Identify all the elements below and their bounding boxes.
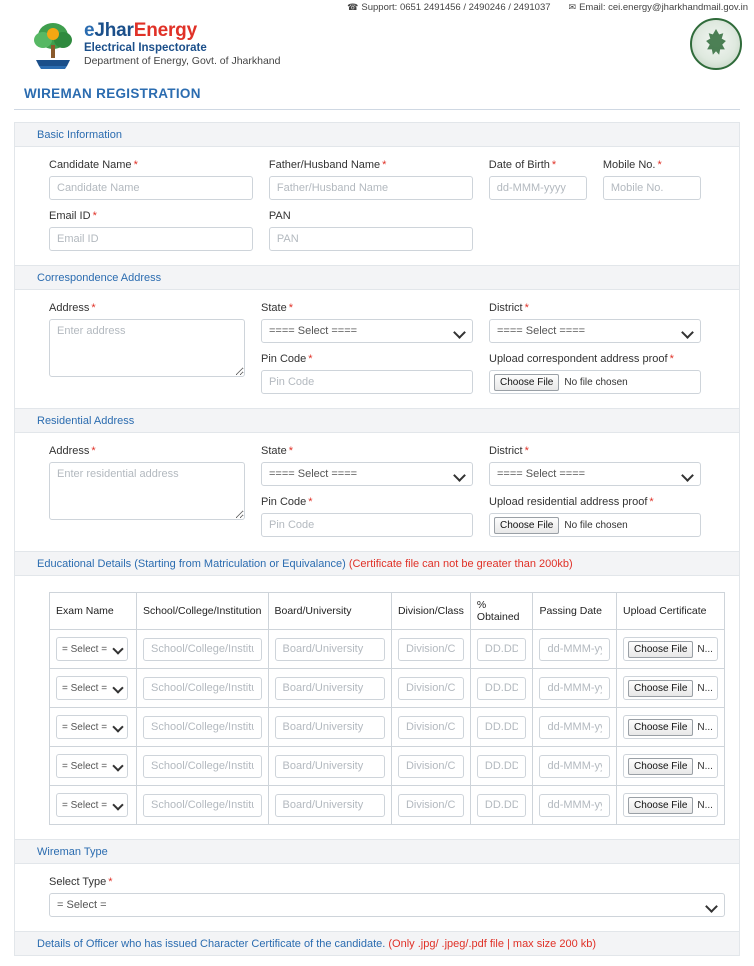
certificate-file-input-4[interactable] <box>623 754 718 778</box>
column-header-percent: % Obtained <box>470 593 533 630</box>
cell-passing-date <box>533 786 617 825</box>
certificate-file-name-3: N... <box>697 721 713 733</box>
required-asterisk: * <box>288 302 293 314</box>
label-res-proof-text: Upload residential address proof <box>489 496 648 508</box>
required-asterisk: * <box>524 302 529 314</box>
support-phone <box>347 2 550 13</box>
school-input-3[interactable] <box>143 716 262 739</box>
wireman-type-select-wrap <box>49 893 725 917</box>
required-asterisk: * <box>91 445 96 457</box>
section-body-basic-information <box>15 147 739 265</box>
field-correspondence-district <box>489 302 717 343</box>
field-father-husband-name <box>269 159 489 200</box>
exam-select-shell-5 <box>56 793 128 817</box>
cell-board <box>268 708 391 747</box>
brand-subtitle-2: Department of Energy, Govt. of Jharkhand <box>84 54 281 67</box>
residential-district-select[interactable] <box>489 462 701 486</box>
education-table <box>49 592 725 825</box>
correspondence-middle-column <box>261 302 489 394</box>
certificate-file-input-5[interactable] <box>623 793 718 817</box>
section-title-basic: Basic Information <box>37 129 122 141</box>
exam-name-select-5[interactable] <box>56 793 128 817</box>
email-id-input[interactable] <box>49 227 253 251</box>
correspondence-state-select-wrap <box>261 319 473 343</box>
wireman-registration-form <box>14 122 740 956</box>
required-asterisk: * <box>288 445 293 457</box>
division-input-5[interactable] <box>398 794 464 817</box>
brand-subtitle-1: Electrical Inspectorate <box>84 41 207 54</box>
mobile-no-input[interactable] <box>603 176 701 200</box>
label-candidate-name <box>49 159 253 171</box>
percent-input-2[interactable] <box>477 677 527 700</box>
column-header-upload-certificate: Upload Certificate <box>617 593 725 630</box>
label-correspondence-district <box>489 302 701 314</box>
certificate-file-name-5: N... <box>697 799 713 811</box>
board-input-2[interactable] <box>275 677 385 700</box>
cell-exam-name <box>50 630 137 669</box>
cell-upload <box>617 747 725 786</box>
required-asterisk: * <box>308 496 313 508</box>
residential-proof-file-name: No file chosen <box>564 519 628 531</box>
passing-date-input-2[interactable] <box>539 677 610 700</box>
field-correspondence-proof <box>489 353 717 394</box>
title-divider <box>14 109 740 110</box>
passing-date-input-1[interactable] <box>539 638 610 661</box>
label-correspondence-proof <box>489 353 701 365</box>
exam-name-select-4[interactable] <box>56 754 128 778</box>
cell-percent <box>470 786 533 825</box>
exam-name-select-wrap-4 <box>56 754 128 778</box>
column-header-division: Division/Class <box>391 593 470 630</box>
page-title: WIREMAN REGISTRATION <box>24 86 201 101</box>
label-date-of-birth <box>489 159 587 171</box>
cell-exam-name <box>50 786 137 825</box>
residential-address-textarea[interactable] <box>49 462 245 520</box>
division-input-4[interactable] <box>398 755 464 778</box>
residential-proof-file-input[interactable] <box>489 513 701 537</box>
certificate-choose-file-button-2[interactable]: Choose File <box>628 680 693 697</box>
correspondence-proof-file-name: No file chosen <box>564 376 628 388</box>
label-father-name-text: Father/Husband Name <box>268 159 381 171</box>
candidate-name-input[interactable] <box>49 176 253 200</box>
field-email-id <box>49 210 269 251</box>
required-asterisk: * <box>669 353 674 365</box>
field-residential-pincode <box>261 496 489 537</box>
label-pan-text: PAN <box>268 210 291 222</box>
required-asterisk: * <box>133 159 138 171</box>
cell-board <box>268 630 391 669</box>
cell-percent <box>470 630 533 669</box>
section-body-correspondence-address <box>15 290 739 408</box>
education-table-head <box>50 593 725 630</box>
label-email-text: Email ID <box>49 210 91 222</box>
cell-school <box>137 786 269 825</box>
cell-division <box>391 669 470 708</box>
school-input-1[interactable] <box>143 638 262 661</box>
section-title-correspondence: Correspondence Address <box>37 272 162 284</box>
pan-input[interactable] <box>269 227 473 251</box>
board-input-1[interactable] <box>275 638 385 661</box>
cell-school <box>137 630 269 669</box>
officer-details-text: Details of Officer who has issued Character Certificate of the candidate. <box>37 938 386 950</box>
label-corr-proof-text: Upload correspondent address proof <box>489 353 668 365</box>
percent-input-3[interactable] <box>477 716 527 739</box>
brand-title <box>84 21 690 41</box>
section-body-educational-details <box>15 576 739 839</box>
label-corr-state-text: State <box>261 302 287 314</box>
certificate-choose-file-button-3[interactable]: Choose File <box>628 719 693 736</box>
correspondence-address-textarea[interactable] <box>49 319 245 377</box>
correspondence-proof-choose-file-button[interactable]: Choose File <box>494 374 559 391</box>
column-header-school: School/College/Institution <box>137 593 269 630</box>
exam-select-shell-1 <box>56 637 128 661</box>
required-asterisk: * <box>91 302 96 314</box>
exam-select-shell-3 <box>56 715 128 739</box>
residential-state-select-wrap <box>261 462 473 486</box>
exam-name-select-wrap-5 <box>56 793 128 817</box>
cell-passing-date <box>533 708 617 747</box>
section-header-correspondence-address <box>15 265 739 290</box>
cell-exam-name <box>50 747 137 786</box>
label-select-type <box>49 876 725 888</box>
label-residential-pincode <box>261 496 473 508</box>
required-asterisk: * <box>108 876 113 888</box>
field-mobile-no <box>603 159 717 200</box>
exam-name-select-1[interactable] <box>56 637 128 661</box>
section-title-residential: Residential Address <box>37 415 135 427</box>
correspondence-row <box>49 302 717 394</box>
label-corr-district-text: District <box>489 302 523 314</box>
section-title-education: Educational Details (Starting from Matriculation or Equivalance) <box>37 558 346 570</box>
certificate-file-name-1: N... <box>697 643 713 655</box>
label-dob-text: Date of Birth <box>488 159 550 171</box>
passing-date-input-3[interactable] <box>539 716 610 739</box>
correspondence-right-column <box>489 302 717 394</box>
envelope-icon: ✉ <box>568 1 577 12</box>
cell-passing-date <box>533 747 617 786</box>
education-header-row <box>50 593 725 630</box>
required-asterisk: * <box>524 445 529 457</box>
column-header-exam-name: Exam Name <box>50 593 137 630</box>
required-asterisk: * <box>657 159 662 171</box>
label-correspondence-state <box>261 302 473 314</box>
site-header <box>0 14 754 76</box>
section-header-wireman-type <box>15 839 739 864</box>
column-header-passing-date: Passing Date <box>533 593 617 630</box>
section-header-residential-address <box>15 408 739 433</box>
percent-input-4[interactable] <box>477 755 527 778</box>
label-res-district-text: District <box>489 445 523 457</box>
cell-passing-date <box>533 630 617 669</box>
exam-name-select-wrap-1 <box>56 637 128 661</box>
label-mobile-no <box>603 159 701 171</box>
label-residential-address <box>49 445 245 457</box>
passing-date-input-4[interactable] <box>539 755 610 778</box>
officer-details-note: (Only .jpg/ .jpeg/.pdf file | max size 200 kb) <box>388 938 597 950</box>
school-input-5[interactable] <box>143 794 262 817</box>
field-residential-proof <box>489 496 717 537</box>
division-input-3[interactable] <box>398 716 464 739</box>
section-title-wireman-type: Wireman Type <box>37 846 108 858</box>
cell-percent <box>470 669 533 708</box>
cell-school <box>137 669 269 708</box>
division-input-1[interactable] <box>398 638 464 661</box>
school-input-4[interactable] <box>143 755 262 778</box>
label-mobile-text: Mobile No. <box>602 159 656 171</box>
exam-name-select-3[interactable] <box>56 715 128 739</box>
residential-right-column <box>489 445 717 537</box>
brand-block <box>84 21 690 67</box>
certificate-file-input-1[interactable] <box>623 637 718 661</box>
father-husband-name-input[interactable] <box>269 176 473 200</box>
label-res-state-text: State <box>261 445 287 457</box>
brand-jhar: Jhar <box>94 20 134 42</box>
board-input-5[interactable] <box>275 794 385 817</box>
exam-name-select-2[interactable] <box>56 676 128 700</box>
required-asterisk: * <box>551 159 557 171</box>
residential-row <box>49 445 717 537</box>
residential-proof-choose-file-button[interactable]: Choose File <box>494 517 559 534</box>
cell-passing-date <box>533 669 617 708</box>
cell-division <box>391 630 470 669</box>
support-phone-text: Support: 0651 2491456 / 2490246 / 2491037 <box>361 1 551 13</box>
label-select-type-text: Select Type <box>49 876 107 888</box>
required-asterisk: * <box>649 496 654 508</box>
jharkhand-state-emblem-icon <box>690 18 742 70</box>
basic-row-1 <box>49 159 717 200</box>
section-header-educational-details <box>15 551 739 576</box>
field-basic-spacer-1 <box>489 210 603 251</box>
page-bottom-spacer <box>0 956 754 966</box>
cell-exam-name <box>50 669 137 708</box>
residential-state-select[interactable] <box>261 462 473 486</box>
field-basic-spacer-2 <box>603 210 717 251</box>
label-residential-district <box>489 445 701 457</box>
residential-middle-column <box>261 445 489 537</box>
certificate-file-input-3[interactable] <box>623 715 718 739</box>
certificate-choose-file-button-1[interactable]: Choose File <box>628 641 693 658</box>
percent-input-1[interactable] <box>477 638 527 661</box>
exam-name-select-wrap-2 <box>56 676 128 700</box>
field-candidate-name <box>49 159 269 200</box>
division-input-2[interactable] <box>398 677 464 700</box>
field-select-type <box>49 876 725 917</box>
label-residential-proof <box>489 496 701 508</box>
residential-district-select-wrap <box>489 462 701 486</box>
education-table-body <box>50 630 725 825</box>
correspondence-district-select-wrap <box>489 319 701 343</box>
required-asterisk: * <box>92 210 97 222</box>
cell-school <box>137 747 269 786</box>
table-row <box>50 708 725 747</box>
exam-name-select-wrap-3 <box>56 715 128 739</box>
residential-pincode-input[interactable] <box>261 513 473 537</box>
cell-board <box>268 786 391 825</box>
table-row <box>50 630 725 669</box>
field-date-of-birth <box>489 159 603 200</box>
field-correspondence-state <box>261 302 489 343</box>
correspondence-state-select[interactable] <box>261 319 473 343</box>
label-res-address-text: Address <box>49 445 90 457</box>
field-residential-district <box>489 445 717 486</box>
section-body-residential-address <box>15 433 739 551</box>
label-candidate-name-text: Candidate Name <box>49 159 132 171</box>
table-row <box>50 669 725 708</box>
tree-logo-icon[interactable] <box>30 18 76 70</box>
cell-upload <box>617 786 725 825</box>
correspondence-pincode-input[interactable] <box>261 370 473 394</box>
support-bar <box>0 0 754 14</box>
section-header-officer-details <box>15 931 739 956</box>
cell-exam-name <box>50 708 137 747</box>
cell-board <box>268 669 391 708</box>
school-input-2[interactable] <box>143 677 262 700</box>
certificate-file-name-4: N... <box>697 760 713 772</box>
section-header-basic-information <box>15 123 739 147</box>
board-input-3[interactable] <box>275 716 385 739</box>
label-corr-pin-text: Pin Code <box>261 353 307 365</box>
correspondence-proof-file-input[interactable] <box>489 370 701 394</box>
label-father-name <box>269 159 473 171</box>
label-correspondence-pincode <box>261 353 473 365</box>
label-correspondence-address <box>49 302 245 314</box>
label-corr-address-text: Address <box>49 302 90 314</box>
board-input-4[interactable] <box>275 755 385 778</box>
section-body-wireman-type <box>15 864 739 931</box>
exam-select-shell-2 <box>56 676 128 700</box>
table-row <box>50 747 725 786</box>
field-correspondence-address <box>49 302 261 394</box>
support-email[interactable] <box>569 2 748 13</box>
certificate-file-input-2[interactable] <box>623 676 718 700</box>
date-of-birth-input[interactable] <box>489 176 587 200</box>
cell-board <box>268 747 391 786</box>
column-header-board: Board/University <box>268 593 391 630</box>
cell-percent <box>470 747 533 786</box>
cell-division <box>391 708 470 747</box>
label-residential-state <box>261 445 473 457</box>
table-row <box>50 786 725 825</box>
certificate-choose-file-button-4[interactable]: Choose File <box>628 758 693 775</box>
certificate-file-name-2: N... <box>697 682 713 694</box>
cell-division <box>391 786 470 825</box>
cell-upload <box>617 708 725 747</box>
cell-school <box>137 708 269 747</box>
wireman-type-select[interactable] <box>49 893 725 917</box>
field-correspondence-pincode <box>261 353 489 394</box>
percent-input-5[interactable] <box>477 794 527 817</box>
certificate-choose-file-button-5[interactable]: Choose File <box>628 797 693 814</box>
label-pan <box>269 210 473 222</box>
cell-upload <box>617 630 725 669</box>
phone-icon: ☎ <box>347 1 359 12</box>
cell-upload <box>617 669 725 708</box>
cell-percent <box>470 708 533 747</box>
label-res-pin-text: Pin Code <box>261 496 307 508</box>
label-email-id <box>49 210 253 222</box>
section-title-education-note: (Certificate file can not be greater than 200kb) <box>348 558 573 570</box>
basic-row-2 <box>49 210 717 251</box>
field-residential-address <box>49 445 261 537</box>
support-email-text: Email: cei.energy@jharkhandmail.gov.in <box>579 1 748 13</box>
correspondence-district-select[interactable] <box>489 319 701 343</box>
required-asterisk: * <box>308 353 313 365</box>
required-asterisk: * <box>382 159 387 171</box>
exam-select-shell-4 <box>56 754 128 778</box>
brand-e: e <box>84 20 95 42</box>
brand-energy: Energy <box>133 20 197 42</box>
passing-date-input-5[interactable] <box>539 794 610 817</box>
field-pan <box>269 210 489 251</box>
cell-division <box>391 747 470 786</box>
field-residential-state <box>261 445 489 486</box>
